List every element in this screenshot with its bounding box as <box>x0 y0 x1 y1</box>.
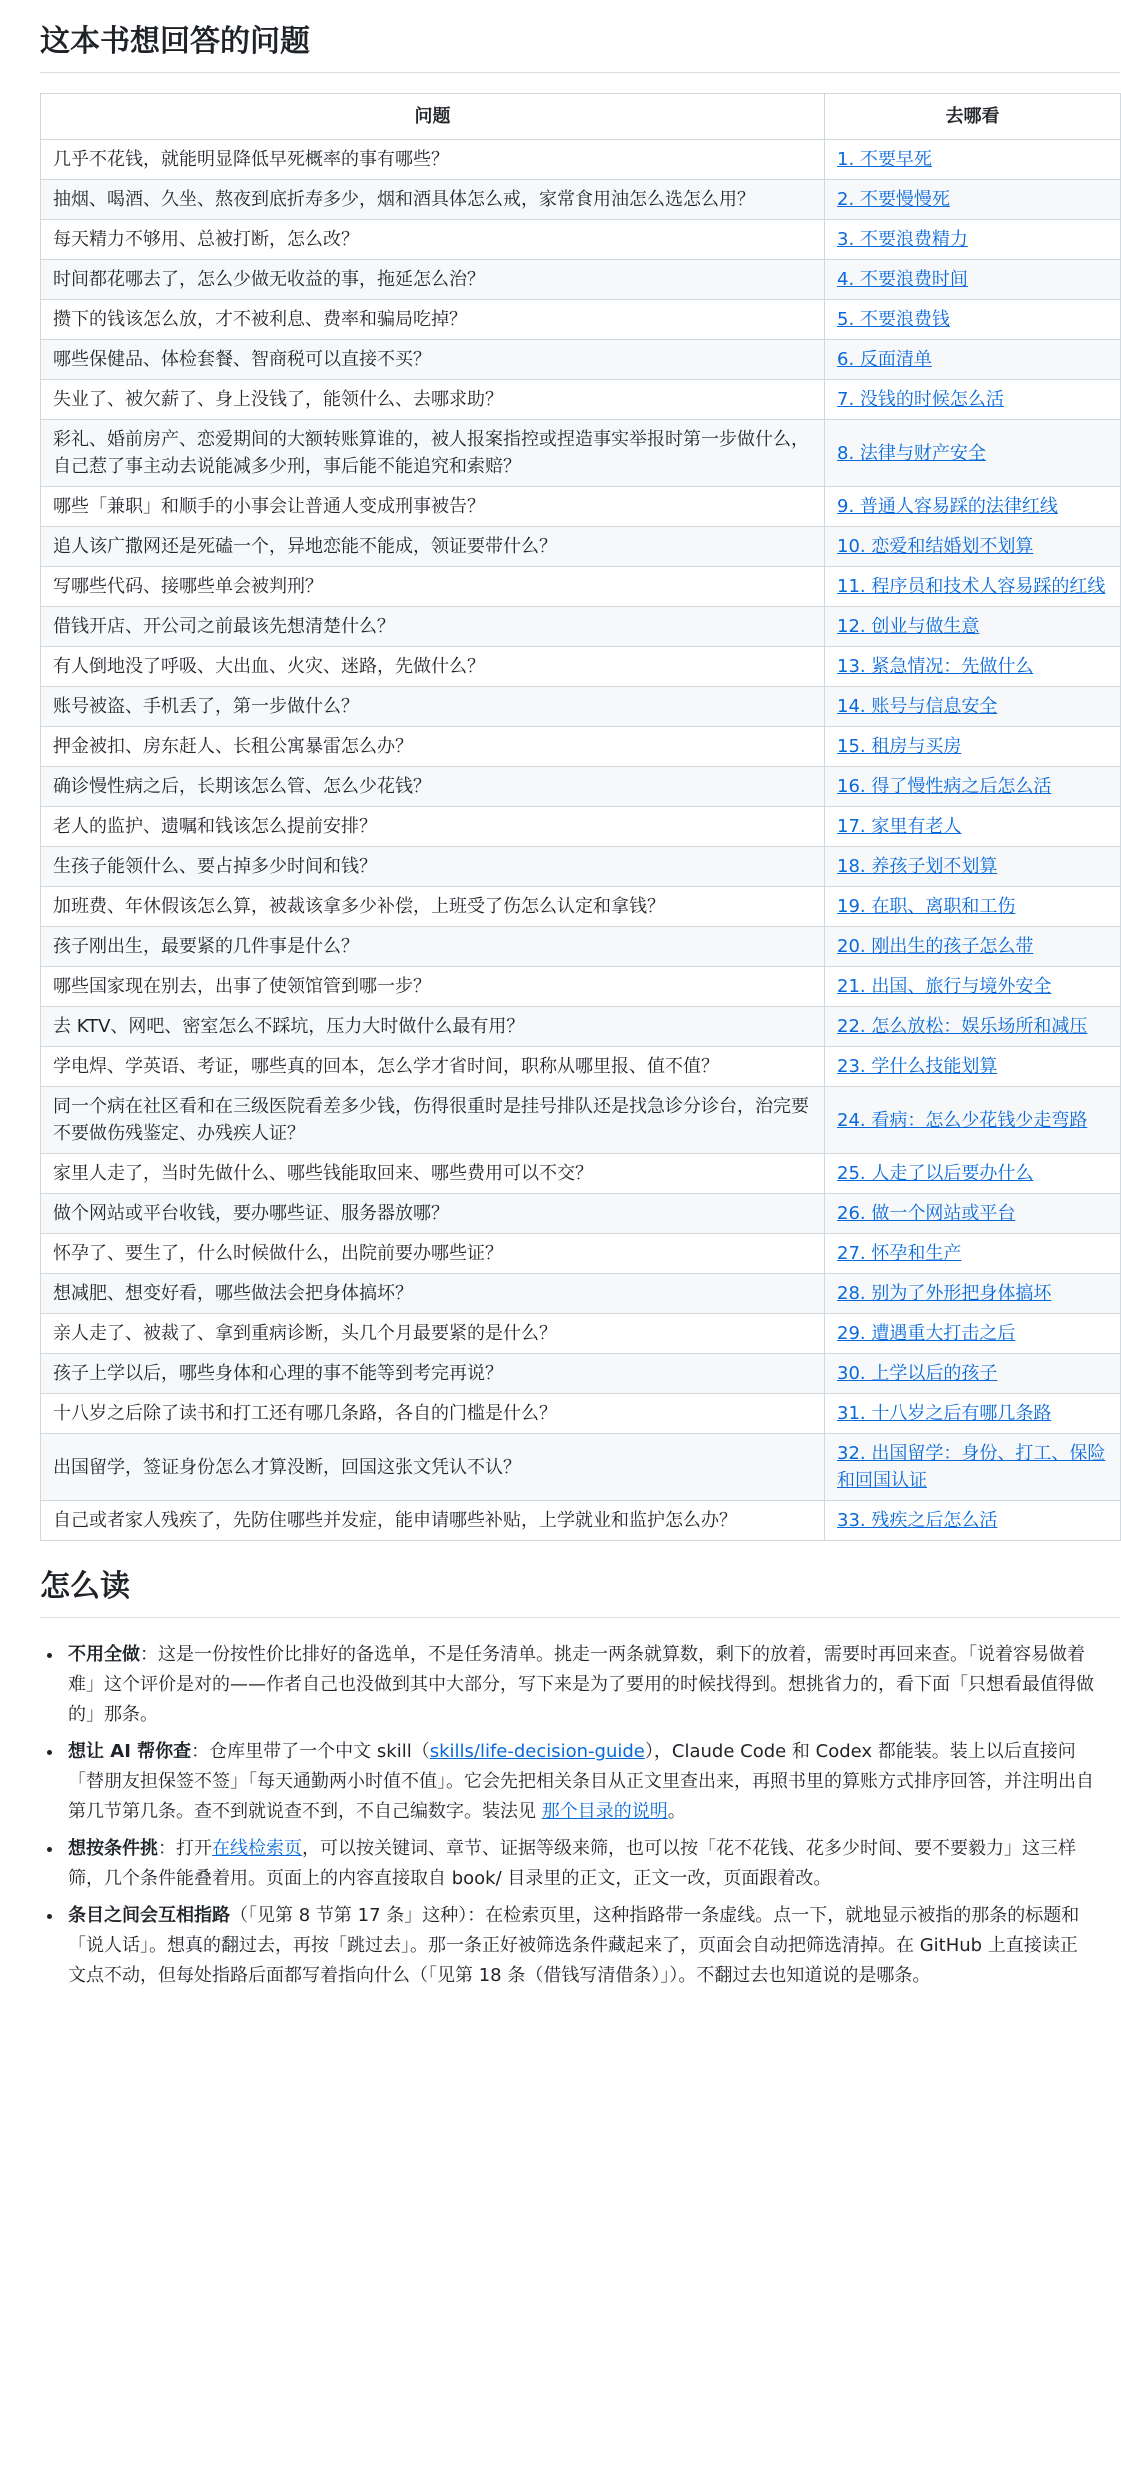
section-link[interactable]: 24. 看病：怎么少花钱少走弯路 <box>837 1109 1088 1131</box>
section-link-cell <box>825 1501 1121 1541</box>
section-link[interactable]: 18. 养孩子划不划算 <box>837 856 998 877</box>
section-link[interactable]: 32. 出国留学：身份、打工、保险和回国认证 <box>837 1443 1106 1491</box>
section-link[interactable]: 30. 上学以后的孩子 <box>837 1363 998 1384</box>
questions-heading: 这本书想回答的问题 <box>40 24 1120 73</box>
table-row <box>41 967 1121 1007</box>
section-link[interactable]: 22. 怎么放松：娱乐场所和减压 <box>837 1016 1088 1037</box>
section-link[interactable]: 33. 残疾之后怎么活 <box>837 1510 998 1531</box>
section-link-cell <box>825 1434 1121 1501</box>
section-link[interactable]: 20. 刚出生的孩子怎么带 <box>837 936 1034 957</box>
table-row <box>41 607 1121 647</box>
table-row <box>41 1434 1121 1501</box>
section-link-cell <box>825 967 1121 1007</box>
question-cell: 十八岁之后除了读书和打工还有哪几条路，各自的门槛是什么？ <box>41 1394 825 1434</box>
how-to-read-text: ：仓库里带了一个中文 skill（ <box>191 1741 430 1762</box>
how-to-read-item-title: 不用全做 <box>68 1644 140 1665</box>
section-link[interactable]: 25. 人走了以后要办什么 <box>837 1163 1034 1184</box>
section-link[interactable]: 21. 出国、旅行与境外安全 <box>837 976 1052 997</box>
section-link-cell <box>825 1394 1121 1434</box>
table-row <box>41 140 1121 180</box>
table-row <box>41 380 1121 420</box>
question-cell: 几乎不花钱，就能明显降低早死概率的事有哪些？ <box>41 140 825 180</box>
table-row <box>41 1047 1121 1087</box>
section-link-cell <box>825 1234 1121 1274</box>
section-link[interactable]: 17. 家里有老人 <box>837 816 962 837</box>
section-link-cell <box>825 487 1121 527</box>
section-link[interactable]: 12. 创业与做生意 <box>837 616 980 637</box>
question-cell: 哪些「兼职」和顺手的小事会让普通人变成刑事被告？ <box>41 487 825 527</box>
section-link[interactable]: 19. 在职、离职和工伤 <box>837 896 1016 917</box>
section-link-cell <box>825 1354 1121 1394</box>
table-row <box>41 1007 1121 1047</box>
how-to-read-item <box>64 1640 1094 1730</box>
how-to-read-text: ：打开 <box>158 1838 212 1859</box>
table-header-row <box>41 94 1121 140</box>
table-row <box>41 1274 1121 1314</box>
inline-link[interactable]: skills/life-decision-guide <box>429 1741 645 1762</box>
question-cell: 彩礼、婚前房产、恋爱期间的大额转账算谁的，被人报案指控或捏造事实举报时第一步做什么，自己惹了事主动去说能减多少刑，事后能不能追究和索赔？ <box>41 420 825 487</box>
section-link-cell <box>825 927 1121 967</box>
how-to-read-item-title: 想按条件挑 <box>68 1838 158 1859</box>
question-cell: 抽烟、喝酒、久坐、熬夜到底折寿多少，烟和酒具体怎么戒，家常食用油怎么选怎么用？ <box>41 180 825 220</box>
question-cell: 写哪些代码、接哪些单会被判刑？ <box>41 567 825 607</box>
questions-table <box>40 93 1121 1541</box>
section-link-cell <box>825 1007 1121 1047</box>
section-link[interactable]: 3. 不要浪费精力 <box>837 229 968 250</box>
question-cell: 押金被扣、房东赶人、长租公寓暴雷怎么办？ <box>41 727 825 767</box>
question-cell: 自己或者家人残疾了，先防住哪些并发症，能申请哪些补贴，上学就业和监护怎么办？ <box>41 1501 825 1541</box>
section-link[interactable]: 4. 不要浪费时间 <box>837 269 968 290</box>
table-row <box>41 300 1121 340</box>
question-cell: 时间都花哪去了，怎么少做无收益的事，拖延怎么治？ <box>41 260 825 300</box>
question-cell: 学电焊、学英语、考证，哪些真的回本，怎么学才省时间，职称从哪里报、值不值？ <box>41 1047 825 1087</box>
question-cell: 怀孕了、要生了，什么时候做什么，出院前要办哪些证？ <box>41 1234 825 1274</box>
questions-table-body <box>41 140 1121 1541</box>
question-cell: 哪些保健品、体检套餐、智商税可以直接不买？ <box>41 340 825 380</box>
question-cell: 生孩子能领什么、要占掉多少时间和钱？ <box>41 847 825 887</box>
how-to-read-text: （「见第 8 节第 17 条」这种）：在检索页里，这种指路带一条虚线。点一下，就地显示被指的那条的标题和「说人话」。想真的翻过去，再按「跳过去」。那一条正好被筛选条件藏起来了，页面会自动把筛选清掉。在 GitHub 上直接读正文点不动，但每处指路后面都写着指向什么（「见第 18 条（借钱写清借条）」）。不翻过去也知道说的是哪条。 <box>68 1905 1080 1986</box>
how-to-read-item-title: 想让 AI 帮你查 <box>68 1741 192 1762</box>
inline-link[interactable]: 在线检索页 <box>212 1838 302 1859</box>
section-link[interactable]: 10. 恋爱和结婚划不划算 <box>837 536 1034 557</box>
table-row <box>41 1234 1121 1274</box>
section-link-cell <box>825 300 1121 340</box>
question-cell: 追人该广撒网还是死磕一个，异地恋能不能成，领证要带什么？ <box>41 527 825 567</box>
table-row <box>41 260 1121 300</box>
section-link[interactable]: 1. 不要早死 <box>837 149 932 170</box>
section-link-cell <box>825 380 1121 420</box>
how-to-read-list <box>40 1640 1094 1991</box>
column-header-question: 问题 <box>41 94 825 140</box>
question-cell: 哪些国家现在别去，出事了使领馆管到哪一步？ <box>41 967 825 1007</box>
table-row <box>41 220 1121 260</box>
section-link[interactable]: 23. 学什么技能划算 <box>837 1056 998 1077</box>
column-header-where: 去哪看 <box>825 94 1121 140</box>
table-row <box>41 647 1121 687</box>
section-link-cell <box>825 220 1121 260</box>
section-link[interactable]: 16. 得了慢性病之后怎么活 <box>837 776 1052 797</box>
section-link-cell <box>825 1154 1121 1194</box>
section-link-cell <box>825 727 1121 767</box>
section-link-cell <box>825 687 1121 727</box>
table-row <box>41 687 1121 727</box>
question-cell: 借钱开店、开公司之前最该先想清楚什么？ <box>41 607 825 647</box>
table-row <box>41 567 1121 607</box>
question-cell: 同一个病在社区看和在三级医院看差多少钱，伤得很重时是挂号排队还是找急诊分诊台，治完要不要做伤残鉴定、办残疾人证？ <box>41 1087 825 1154</box>
how-to-read-text: 。 <box>667 1801 686 1822</box>
question-cell: 家里人走了，当时先做什么、哪些钱能取回来、哪些费用可以不交？ <box>41 1154 825 1194</box>
table-row <box>41 1394 1121 1434</box>
section-link[interactable]: 7. 没钱的时候怎么活 <box>837 389 1004 410</box>
table-row <box>41 527 1121 567</box>
section-link[interactable]: 26. 做一个网站或平台 <box>837 1203 1016 1224</box>
question-cell: 每天精力不够用、总被打断，怎么改？ <box>41 220 825 260</box>
table-row <box>41 727 1121 767</box>
section-link[interactable]: 9. 普通人容易踩的法律红线 <box>837 496 1058 517</box>
table-row <box>41 887 1121 927</box>
section-link-cell <box>825 567 1121 607</box>
section-link[interactable]: 14. 账号与信息安全 <box>837 696 998 717</box>
section-link[interactable]: 31. 十八岁之后有哪几条路 <box>837 1403 1052 1424</box>
question-cell: 有人倒地没了呼吸、大出血、火灾、迷路，先做什么？ <box>41 647 825 687</box>
section-link-cell <box>825 847 1121 887</box>
section-link[interactable]: 5. 不要浪费钱 <box>837 309 950 330</box>
how-to-read-text: ），Claude Code 和 Codex 都能装。装上以后直接问「替朋友担保签不签」「每天通勤两小时值不值」。它会先把相关条目从正文里查出来，再照书里的算账方式排序回答，并注明出自第几节第几条。查不到就说查不到，不自己编数字。装法见 <box>68 1741 1094 1822</box>
how-to-read-item <box>64 1834 1094 1894</box>
section-link[interactable]: 27. 怀孕和生产 <box>837 1243 962 1264</box>
section-link[interactable]: 6. 反面清单 <box>837 349 932 370</box>
section-link-cell <box>825 527 1121 567</box>
section-link-cell <box>825 647 1121 687</box>
table-row <box>41 1314 1121 1354</box>
section-link-cell <box>825 767 1121 807</box>
how-to-read-heading: 怎么读 <box>40 1569 1120 1618</box>
question-cell: 孩子刚出生，最要紧的几件事是什么？ <box>41 927 825 967</box>
question-cell: 去 KTV、网吧、密室怎么不踩坑，压力大时做什么最有用？ <box>41 1007 825 1047</box>
table-row <box>41 1087 1121 1154</box>
question-cell: 老人的监护、遗嘱和钱该怎么提前安排？ <box>41 807 825 847</box>
inline-link[interactable]: 那个目录的说明 <box>541 1801 668 1822</box>
section-link[interactable]: 28. 别为了外形把身体搞坏 <box>837 1283 1052 1304</box>
question-cell: 孩子上学以后，哪些身体和心理的事不能等到考完再说？ <box>41 1354 825 1394</box>
section-link[interactable]: 15. 租房与买房 <box>837 736 962 757</box>
table-row <box>41 1154 1121 1194</box>
table-row <box>41 487 1121 527</box>
section-link[interactable]: 29. 遭遇重大打击之后 <box>837 1323 1016 1344</box>
question-cell: 失业了、被欠薪了、身上没钱了，能领什么、去哪求助？ <box>41 380 825 420</box>
table-row <box>41 420 1121 487</box>
table-row <box>41 1501 1121 1541</box>
how-to-read-text: ，可以按关键词、章节、证据等级来筛，也可以按「花不花钱、花多少时间、要不要毅力」这三样筛，几个条件能叠着用。页面上的内容直接取自 book/ 目录里的正文，正文一改，页面跟着改。 <box>68 1838 1076 1889</box>
table-row <box>41 807 1121 847</box>
how-to-read-item <box>64 1737 1094 1827</box>
question-cell: 亲人走了、被裁了、拿到重病诊断，头几个月最要紧的是什么？ <box>41 1314 825 1354</box>
how-to-read-item <box>64 1901 1094 1991</box>
table-row <box>41 340 1121 380</box>
question-cell: 加班费、年休假该怎么算，被裁该拿多少补偿，上班受了伤怎么认定和拿钱？ <box>41 887 825 927</box>
section-link-cell <box>825 1087 1121 1154</box>
table-row <box>41 927 1121 967</box>
question-cell: 确诊慢性病之后，长期该怎么管、怎么少花钱？ <box>41 767 825 807</box>
section-link-cell <box>825 1274 1121 1314</box>
section-link-cell <box>825 1047 1121 1087</box>
section-link[interactable]: 2. 不要慢慢死 <box>837 189 950 210</box>
table-row <box>41 180 1121 220</box>
section-link-cell <box>825 340 1121 380</box>
section-link-cell <box>825 420 1121 487</box>
section-link-cell <box>825 807 1121 847</box>
section-link-cell <box>825 1194 1121 1234</box>
question-cell: 账号被盗、手机丢了，第一步做什么？ <box>41 687 825 727</box>
section-link-cell <box>825 887 1121 927</box>
how-to-read-item-title: 条目之间会互相指路 <box>68 1905 230 1926</box>
table-row <box>41 847 1121 887</box>
section-link-cell <box>825 607 1121 647</box>
question-cell: 想减肥、想变好看，哪些做法会把身体搞坏？ <box>41 1274 825 1314</box>
section-link-cell <box>825 260 1121 300</box>
how-to-read-text: ：这是一份按性价比排好的备选单，不是任务清单。挑走一两条就算数，剩下的放着，需要时再回来查。「说着容易做着难」这个评价是对的——作者自己也没做到其中大部分，写下来是为了要用的时候找得到。想挑省力的，看下面「只想看最值得做的」那条。 <box>68 1644 1094 1725</box>
readme-content <box>40 0 1120 1998</box>
section-link-cell <box>825 180 1121 220</box>
section-link[interactable]: 8. 法律与财产安全 <box>837 442 986 464</box>
section-link[interactable]: 13. 紧急情况：先做什么 <box>837 656 1034 677</box>
table-row <box>41 1354 1121 1394</box>
table-row <box>41 1194 1121 1234</box>
question-cell: 出国留学，签证身份怎么才算没断，回国这张文凭认不认？ <box>41 1434 825 1501</box>
question-cell: 攒下的钱该怎么放，才不被利息、费率和骗局吃掉？ <box>41 300 825 340</box>
question-cell: 做个网站或平台收钱，要办哪些证、服务器放哪？ <box>41 1194 825 1234</box>
table-row <box>41 767 1121 807</box>
section-link-cell <box>825 140 1121 180</box>
section-link[interactable]: 11. 程序员和技术人容易踩的红线 <box>837 576 1106 597</box>
section-link-cell <box>825 1314 1121 1354</box>
